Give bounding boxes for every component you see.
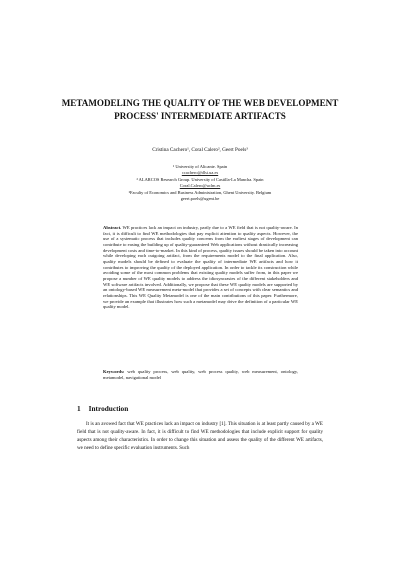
- affiliations: [70, 164, 330, 202]
- affiliation-3-email: geert.poels@ugent.be: [180, 196, 220, 202]
- affiliation-2-email[interactable]: Coral.Calero@uclm.es: [179, 183, 221, 189]
- section-heading: [77, 404, 323, 413]
- author-list: Cristina Cachero¹, Coral Calero², Geert Poels³: [152, 147, 248, 153]
- affiliation-1: ¹ University of Alicante. Spain: [172, 164, 228, 169]
- affiliation-1-email[interactable]: ccachero@dlsi.ua.es: [181, 170, 219, 176]
- keywords-text: web quality process, web quality, web process quality, web measurement, ontology, metamodel, navigational model: [103, 369, 298, 380]
- introduction-paragraph: It is an avowed fact that WE practices lack an impact on industry [1]. This situation is at least partly caused by a WE field that is not quality-aware. In fact, it is difficult to find WE methodologies that include explicit support for quality aspects among their characteristics. In order to change this situation and assess the quality of the different WE artifacts, we need to define specific evaluation instruments. Such: [77, 421, 323, 451]
- abstract-text: WE practices lack an impact on industry, partly due to a WE field that is not quality-aware. In fact, it is difficult to find WE methodologies that pay explicit attention to quality aspects. However, the use of a systematic process that includes quality concerns from the earliest stages of development can contribute to easing the building up of quality-guaranteed Web applications without drastically increasing development costs and time-to-market. In this kind of process, quality issues should be taken into account while developing each outgoing artifact, from the requirements model to the final application. Also, quality models should be defined to evaluate the quality of intermediate WE artifacts and how it contributes to improving the quality of the deployed application. In order to tackle its construction while avoiding some of the most common problems that existing quality models suffer from, in this paper we propose a number of WE quality models to address the idiosyncrasies of the different stakeholders and WE software artifacts involved. Additionally, we propose that these WE quality models are supported by an ontology-based WE measurement meta-model that provides a set of concepts with clear semantics and relationships. This WE Quality Metamodel is one of the main contributions of this paper. Furthermore, we provide an example that illustrates how such a metamodel may drive the definition of a particular WE quality model.: [103, 225, 298, 310]
- abstract: [103, 225, 298, 310]
- paper-title: METAMODELING THE QUALITY OF THE WEB DEVELOPMENT PROCESS' INTERMEDIATE ARTIFACTS: [61, 98, 339, 121]
- abstract-label: Abstract.: [103, 225, 122, 230]
- keywords-label: Keywords:: [103, 369, 125, 374]
- keywords: [103, 369, 298, 380]
- affiliation-2: ² ALARCOS Research Group. University of Castilla-La Mancha. Spain: [136, 176, 264, 182]
- section-number: 1: [77, 404, 81, 413]
- affiliation-3: ³Faculty of Economics and Business Administration, Ghent University. Belgium: [128, 189, 272, 195]
- section-title: Introduction: [88, 404, 129, 413]
